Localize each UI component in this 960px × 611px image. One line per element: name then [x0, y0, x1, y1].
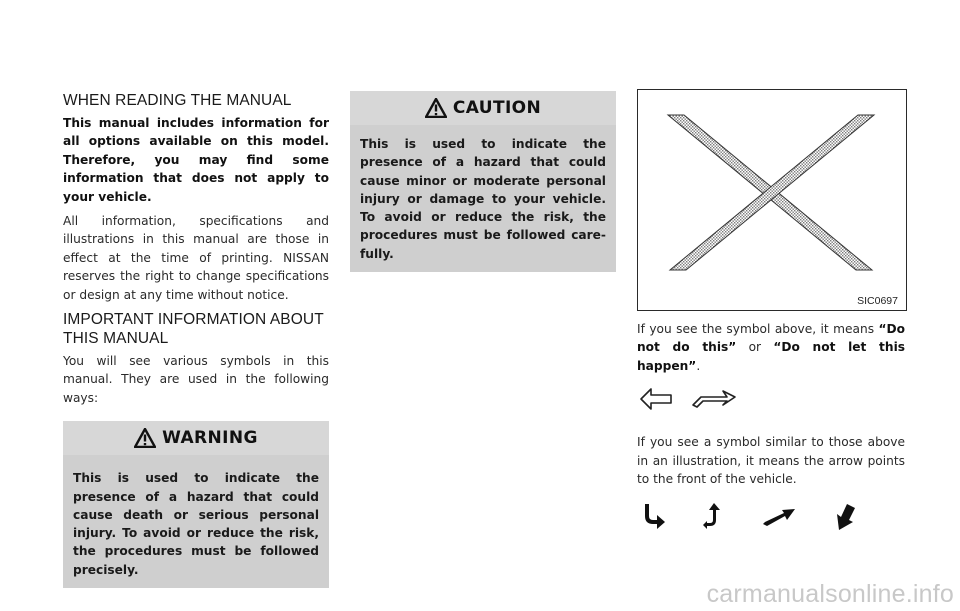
outline-arrow-left-icon: [639, 385, 679, 415]
column-left: [63, 0, 329, 588]
symbol-text-suffix: .: [696, 358, 701, 373]
do-not-figure: [637, 89, 907, 311]
symbols-text: You will see various symbols in this manual. They are used in the following ways:: [63, 354, 329, 405]
caution-triangle-icon: [425, 98, 447, 118]
intro-text: All information, specifications and illustrations in this manual are those in effect at the time of printing. NISSAN reserves the right to change specifications or design at any time without notice.: [63, 214, 329, 302]
symbol-quote-do-not-let: “Do not let this happen”: [637, 340, 905, 373]
warning-body: This is used to indicate the presence of a hazard that could cause death or serious personal injury. To avoid or reduce the risk, the procedures must be followed precisely.: [73, 471, 319, 577]
caution-header: [350, 91, 616, 125]
warning-box: [63, 421, 329, 588]
outline-arrow-slanted-icon: [689, 383, 739, 413]
heading-important-line2: THIS MANUAL: [63, 330, 169, 348]
heading-when-reading: WHEN READING THE MANUAL: [63, 92, 292, 109]
symbol-quote-do-not: “Do not do this”: [637, 322, 905, 355]
solid-arrow-curved-down-icon: [641, 502, 667, 530]
warning-body-container: [63, 455, 329, 588]
x-mark-icon: [638, 90, 906, 310]
solid-arrow-diagonal-up-icon: [761, 506, 797, 528]
heading-important-info: [63, 310, 329, 348]
heading-important-line1: IMPORTANT INFORMATION ABOUT: [63, 311, 324, 329]
caution-box: [350, 91, 616, 272]
watermark: carmanualsonline.info: [706, 580, 954, 608]
caution-body-container: [350, 125, 616, 272]
solid-arrow-curved-up-icon: [701, 502, 727, 530]
figure-id: SIC0697: [857, 295, 898, 307]
warning-triangle-icon: [134, 428, 156, 448]
solid-arrow-diagonal-down-icon: [833, 502, 859, 532]
symbol-meaning-text: [637, 320, 905, 375]
arrow-meaning-text: If you see a symbol similar to those above in an illustration, it means the arrow points to the front of the vehicle.: [637, 435, 905, 487]
outline-arrows-row: [637, 379, 905, 425]
symbol-text-prefix: If you see the symbol above, it means: [637, 322, 879, 336]
column-right: [637, 0, 905, 540]
warning-header: [63, 421, 329, 455]
solid-arrows-row: [637, 500, 905, 540]
caution-title: CAUTION: [452, 98, 542, 118]
column-middle: [350, 0, 616, 272]
symbol-text-or: or: [736, 340, 774, 355]
intro-bold-text: This manual includes information for all options available on this model. Therefore, you may find some information that does not apply to your vehicle.: [63, 116, 329, 204]
caution-body: This is used to indicate the presence of a hazard that could cause minor or moderate personal injury or damage to your vehicle. To avoid or reduce the risk, the procedures must be followed care-fully.: [360, 137, 606, 261]
warning-title: WARNING: [162, 428, 258, 449]
